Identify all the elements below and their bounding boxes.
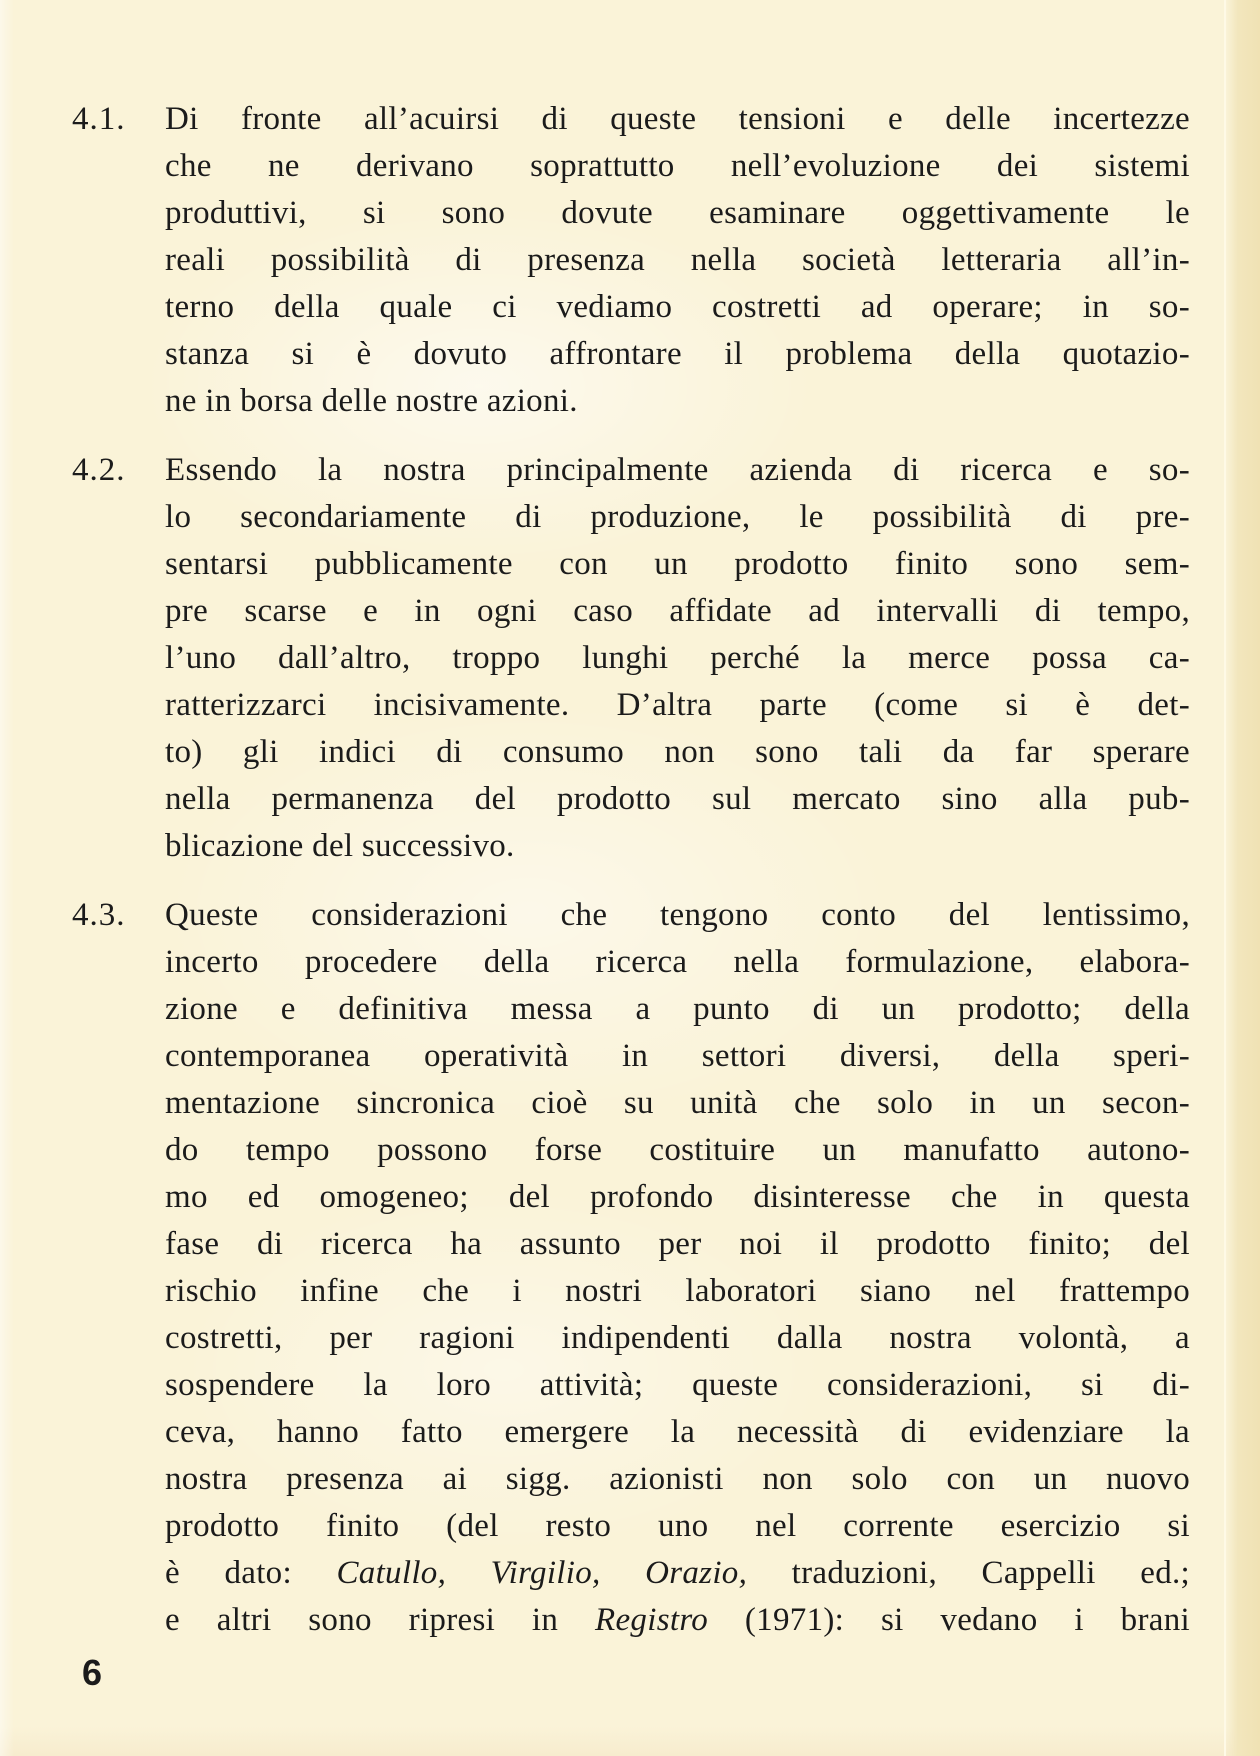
text-line: lo secondariamente di produzione, le possibilità di pre- [165, 499, 1190, 535]
text-line: pre scarse e in ogni caso affidate ad intervalli di tempo, [165, 593, 1190, 629]
text-line: che ne derivano soprattutto nell’evoluzione dei sistemi [165, 148, 1190, 184]
paragraph-lines [165, 96, 1190, 425]
text-line: terno della quale ci vediamo costretti ad operare; in so- [165, 289, 1190, 325]
text-line: sospendere la loro attività; queste considerazioni, si di- [165, 1367, 1190, 1403]
text-line: ceva, hanno fatto emergere la necessità di evidenziare la [165, 1414, 1190, 1450]
text-line: è dato: Catullo, Virgilio, Orazio, traduzioni, Cappelli ed.; [165, 1555, 1191, 1591]
text-block [72, 96, 1190, 1666]
text-line: incerto procedere della ricerca nella formulazione, elabora- [165, 944, 1190, 980]
text-line: ne in borsa delle nostre azioni. [165, 383, 578, 419]
text-line: reali possibilità di presenza nella società letteraria all’in- [165, 242, 1190, 278]
paragraph-number: 4.2. [72, 452, 126, 488]
text-line: rischio infine che i nostri laboratori siano nel frattempo [165, 1273, 1190, 1309]
text-line: sentarsi pubblicamente con un prodotto finito sono sem- [165, 546, 1190, 582]
text-line: mentazione sincronica cioè su unità che solo in un secon- [165, 1085, 1190, 1121]
text-line: nostra presenza ai sigg. azionisti non solo con un nuovo [165, 1461, 1190, 1497]
text-line: to) gli indici di consumo non sono tali da far sperare [165, 734, 1190, 770]
text-line: Di fronte all’acuirsi di queste tensioni e delle incertezze [165, 101, 1190, 137]
text-line: prodotto finito (del resto uno nel corrente esercizio si [165, 1508, 1190, 1544]
text-line: Essendo la nostra principalmente azienda di ricerca e so- [165, 452, 1190, 488]
text-line: do tempo possono forse costituire un manufatto autono- [165, 1132, 1190, 1168]
text-line: mo ed omogeneo; del profondo disinteresse che in questa [165, 1179, 1190, 1215]
page-number: 6 [82, 1652, 103, 1693]
text-line: produttivi, si sono dovute esaminare oggettivamente le [165, 195, 1190, 231]
text-line: l’uno dall’altro, troppo lunghi perché la merce possa ca- [165, 640, 1190, 676]
paragraph-number: 4.1. [72, 101, 126, 137]
italic-title: Catullo, Virgilio, Orazio, [336, 1555, 748, 1591]
paragraph-lines [165, 447, 1190, 870]
text-line: stanza si è dovuto affrontare il problema della quotazio- [165, 336, 1190, 372]
page-edge-shadow [1224, 0, 1260, 1756]
paragraph [72, 96, 1190, 425]
paragraph-number: 4.3. [72, 897, 126, 933]
text-line: Queste considerazioni che tengono conto del lentissimo, [165, 897, 1190, 933]
text-line: fase di ricerca ha assunto per noi il prodotto finito; del [165, 1226, 1190, 1262]
text-line: zione e definitiva messa a punto di un prodotto; della [165, 991, 1190, 1027]
text-line: contemporanea operatività in settori diversi, della speri- [165, 1038, 1190, 1074]
text-line: blicazione del successivo. [165, 828, 515, 864]
text-line: e altri sono ripresi in Registro (1971): si vedano i brani [165, 1602, 1190, 1638]
italic-title: Registro [595, 1602, 709, 1638]
paragraph [72, 447, 1190, 870]
paragraph [72, 892, 1190, 1644]
text-line: costretti, per ragioni indipendenti dalla nostra volontà, a [165, 1320, 1190, 1356]
text-line: nella permanenza del prodotto sul mercato sino alla pub- [165, 781, 1190, 817]
paragraph-lines [165, 892, 1190, 1644]
text-line: ratterizzarci incisivamente. D’altra parte (come si è det- [165, 687, 1190, 723]
